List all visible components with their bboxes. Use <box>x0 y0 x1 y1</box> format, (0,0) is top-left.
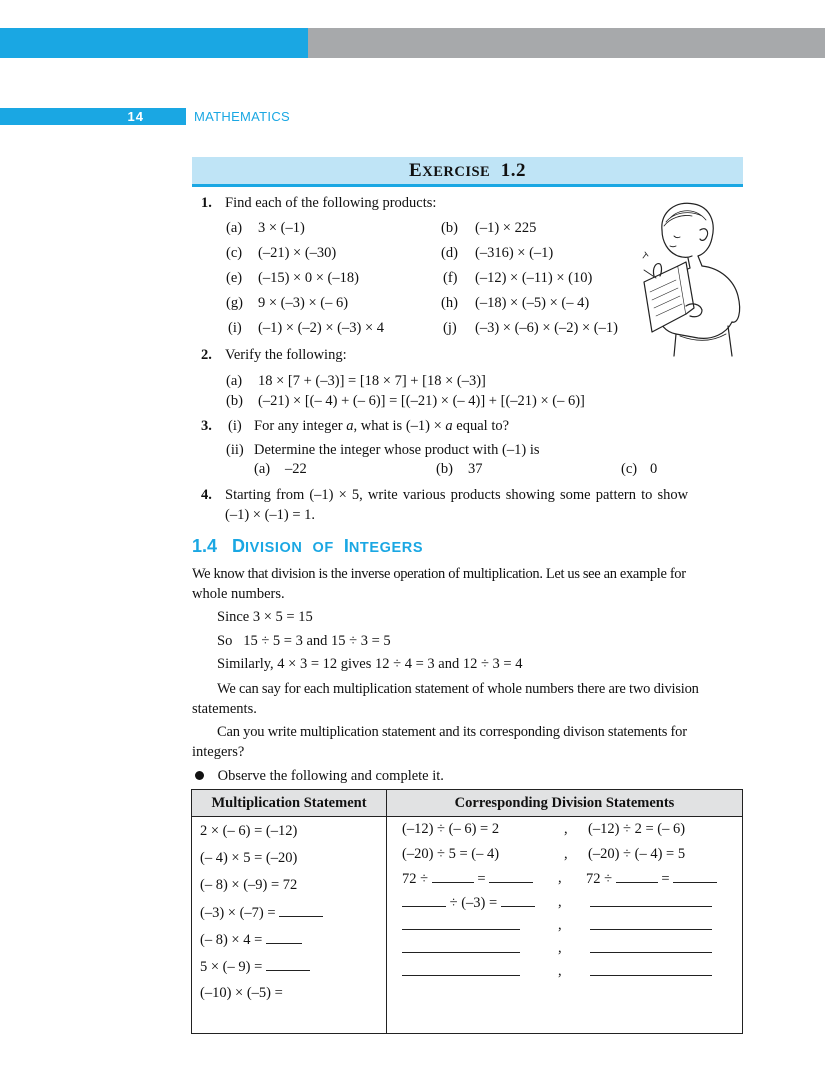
div-row-4-right <box>590 894 712 912</box>
q2-number: 2. <box>201 347 212 363</box>
mult-statement-6: 5 × (– 9) = <box>200 958 310 976</box>
exercise-title: EXERCISE 1.2 <box>409 160 526 181</box>
bullet-line <box>195 768 444 785</box>
q4-line2: (–1) × (–1) = 1. <box>225 507 316 523</box>
answer-blank[interactable] <box>266 931 302 944</box>
answer-blank[interactable] <box>489 870 533 883</box>
div-row-7-sep: , <box>558 963 562 979</box>
q3-option-c-value: 0 <box>650 461 658 477</box>
div-row-7-left <box>402 963 520 981</box>
exercise-title-bar <box>192 157 743 187</box>
answer-blank[interactable] <box>402 894 446 907</box>
answer-blank[interactable] <box>590 917 712 930</box>
div-row-4-sep: , <box>558 894 562 910</box>
q1e-expr: (–15) × 0 × (–18) <box>258 270 359 286</box>
boy-reading-illustration <box>640 196 750 358</box>
q1i-label: (i) <box>228 320 242 336</box>
q1b-expr: (–1) × 225 <box>475 220 537 236</box>
q1a-expr: 3 × (–1) <box>258 220 305 236</box>
division-column <box>387 817 743 1034</box>
answer-blank[interactable] <box>402 963 520 976</box>
since-line: Since 3 × 5 = 15 <box>217 609 313 625</box>
page-number: 14 <box>127 109 144 124</box>
q1j-expr: (–3) × (–6) × (–2) × (–1) <box>475 320 618 336</box>
so-line: So 15 ÷ 5 = 3 and 15 ÷ 3 = 5 <box>217 633 391 649</box>
answer-blank[interactable] <box>501 894 535 907</box>
q1g-label: (g) <box>226 295 243 311</box>
q1b-label: (b) <box>441 220 458 236</box>
q1f-expr: (–12) × (–11) × (10) <box>475 270 593 286</box>
q1-number: 1. <box>201 195 212 211</box>
body-paragraph-2-line-2: statements. <box>192 701 257 717</box>
mult-statement-3: (– 8) × (–9) = 72 <box>200 877 298 893</box>
q2b-label: (b) <box>226 393 243 409</box>
q3-option-a-value: –22 <box>285 461 307 477</box>
div-row-5-right <box>590 917 712 935</box>
q1-prompt: Find each of the following products: <box>225 195 437 211</box>
q3-option-c-label: (c) <box>621 461 638 477</box>
q2b-expr: (–21) × [(– 4) + (– 6)] = [(–21) × (– 4)] + [(–21) × (– 6)] <box>258 393 585 409</box>
q3-option-b-value: 37 <box>468 461 483 477</box>
answer-blank[interactable] <box>673 870 717 883</box>
div-row-6-left <box>402 940 520 958</box>
q1h-expr: (–18) × (–5) × (– 4) <box>475 295 590 311</box>
q1g-expr: 9 × (–3) × (– 6) <box>258 295 349 311</box>
div-row-2-left: (–20) ÷ 5 = (– 4) <box>402 846 500 862</box>
div-row-3-left: 72 ÷ = <box>402 870 533 888</box>
q1d-label: (d) <box>441 245 458 261</box>
div-row-1-sep: , <box>564 821 568 837</box>
division-statements-table <box>191 789 743 1034</box>
header-bar-gray <box>308 28 825 58</box>
q1e-label: (e) <box>226 270 243 286</box>
div-row-3-sep: , <box>558 870 562 886</box>
header-division-statements: Corresponding Division Statements <box>387 790 743 817</box>
q1c-label: (c) <box>226 245 243 261</box>
answer-blank[interactable] <box>266 958 310 971</box>
div-row-2-right: (–20) ÷ (– 4) = 5 <box>588 846 686 862</box>
header-multiplication-statement: Multiplication Statement <box>192 790 387 817</box>
header-bar-blue <box>0 28 308 58</box>
body-paragraph-1-line-2: whole numbers. <box>192 586 285 602</box>
page-number-box <box>0 108 186 125</box>
q1f-label: (f) <box>443 270 458 286</box>
div-row-3-right: 72 ÷ = <box>586 870 717 888</box>
mult-statement-4: (–3) × (–7) = <box>200 904 323 922</box>
answer-blank[interactable] <box>590 940 712 953</box>
q1j-label: (j) <box>443 320 457 336</box>
div-row-5-left <box>402 917 520 935</box>
div-row-2-sep: , <box>564 846 568 862</box>
div-row-1-right: (–12) ÷ 2 = (– 6) <box>588 821 686 837</box>
div-row-7-right <box>590 963 712 981</box>
bullet-icon <box>195 771 204 780</box>
section-heading: 1.4 DIVISION OF INTEGERS <box>192 536 424 556</box>
answer-blank[interactable] <box>402 917 520 930</box>
q1a-label: (a) <box>226 220 243 236</box>
q1i-expr: (–1) × (–2) × (–3) × 4 <box>258 320 385 336</box>
q4-line1: Starting from (–1) × 5, write various products showing some pattern to show <box>225 487 689 503</box>
q1c-expr: (–21) × (–30) <box>258 245 337 261</box>
mult-statement-2: (– 4) × 5 = (–20) <box>200 850 298 866</box>
body-paragraph-3-line-2: integers? <box>192 744 245 760</box>
q3i-text: For any integer a, what is (–1) × a equal to? <box>254 418 510 434</box>
div-row-6-right <box>590 940 712 958</box>
answer-blank[interactable] <box>402 940 520 953</box>
q3-option-b-label: (b) <box>436 461 453 477</box>
q3ii-label: (ii) <box>226 442 244 458</box>
table-header-row <box>192 790 743 817</box>
q1h-label: (h) <box>441 295 458 311</box>
q3-option-a-label: (a) <box>254 461 271 477</box>
q4-number: 4. <box>201 487 212 503</box>
running-head: MATHEMATICS <box>194 109 290 124</box>
body-paragraph-1-line-1: We know that division is the inverse operation of multiplication. Let us see an example for <box>192 566 686 582</box>
div-row-4-left: ÷ (–3) = <box>402 894 535 912</box>
div-row-5-sep: , <box>558 917 562 933</box>
q2-prompt: Verify the following: <box>225 347 347 363</box>
similarly-line: Similarly, 4 × 3 = 12 gives 12 ÷ 4 = 3 and 12 ÷ 3 = 4 <box>217 656 523 672</box>
bullet-text: Observe the following and complete it. <box>217 768 444 784</box>
mult-statement-1: 2 × (– 6) = (–12) <box>200 823 298 839</box>
answer-blank[interactable] <box>616 870 658 883</box>
answer-blank[interactable] <box>279 904 323 917</box>
mult-statement-7: (–10) × (–5) = <box>200 985 283 1001</box>
answer-blank[interactable] <box>590 894 712 907</box>
div-row-6-sep: , <box>558 940 562 956</box>
multiplication-column <box>192 817 387 1034</box>
div-row-1-left: (–12) ÷ (– 6) = 2 <box>402 821 500 837</box>
mult-statement-5: (– 8) × 4 = <box>200 931 302 949</box>
table-body-row <box>192 817 743 1034</box>
q2a-expr: 18 × [7 + (–3)] = [18 × 7] + [18 × (–3)] <box>258 373 486 389</box>
body-paragraph-2-line-1: We can say for each multiplication statement of whole numbers there are two division <box>217 681 699 697</box>
q3ii-text: Determine the integer whose product with (–1) is <box>254 442 540 458</box>
q1d-expr: (–316) × (–1) <box>475 245 554 261</box>
q2a-label: (a) <box>226 373 243 389</box>
q3i-label: (i) <box>228 418 242 434</box>
answer-blank[interactable] <box>432 870 474 883</box>
body-paragraph-3-line-1: Can you write multiplication statement and its corresponding divison statements for <box>217 724 687 740</box>
q3-number: 3. <box>201 418 212 434</box>
answer-blank[interactable] <box>590 963 712 976</box>
